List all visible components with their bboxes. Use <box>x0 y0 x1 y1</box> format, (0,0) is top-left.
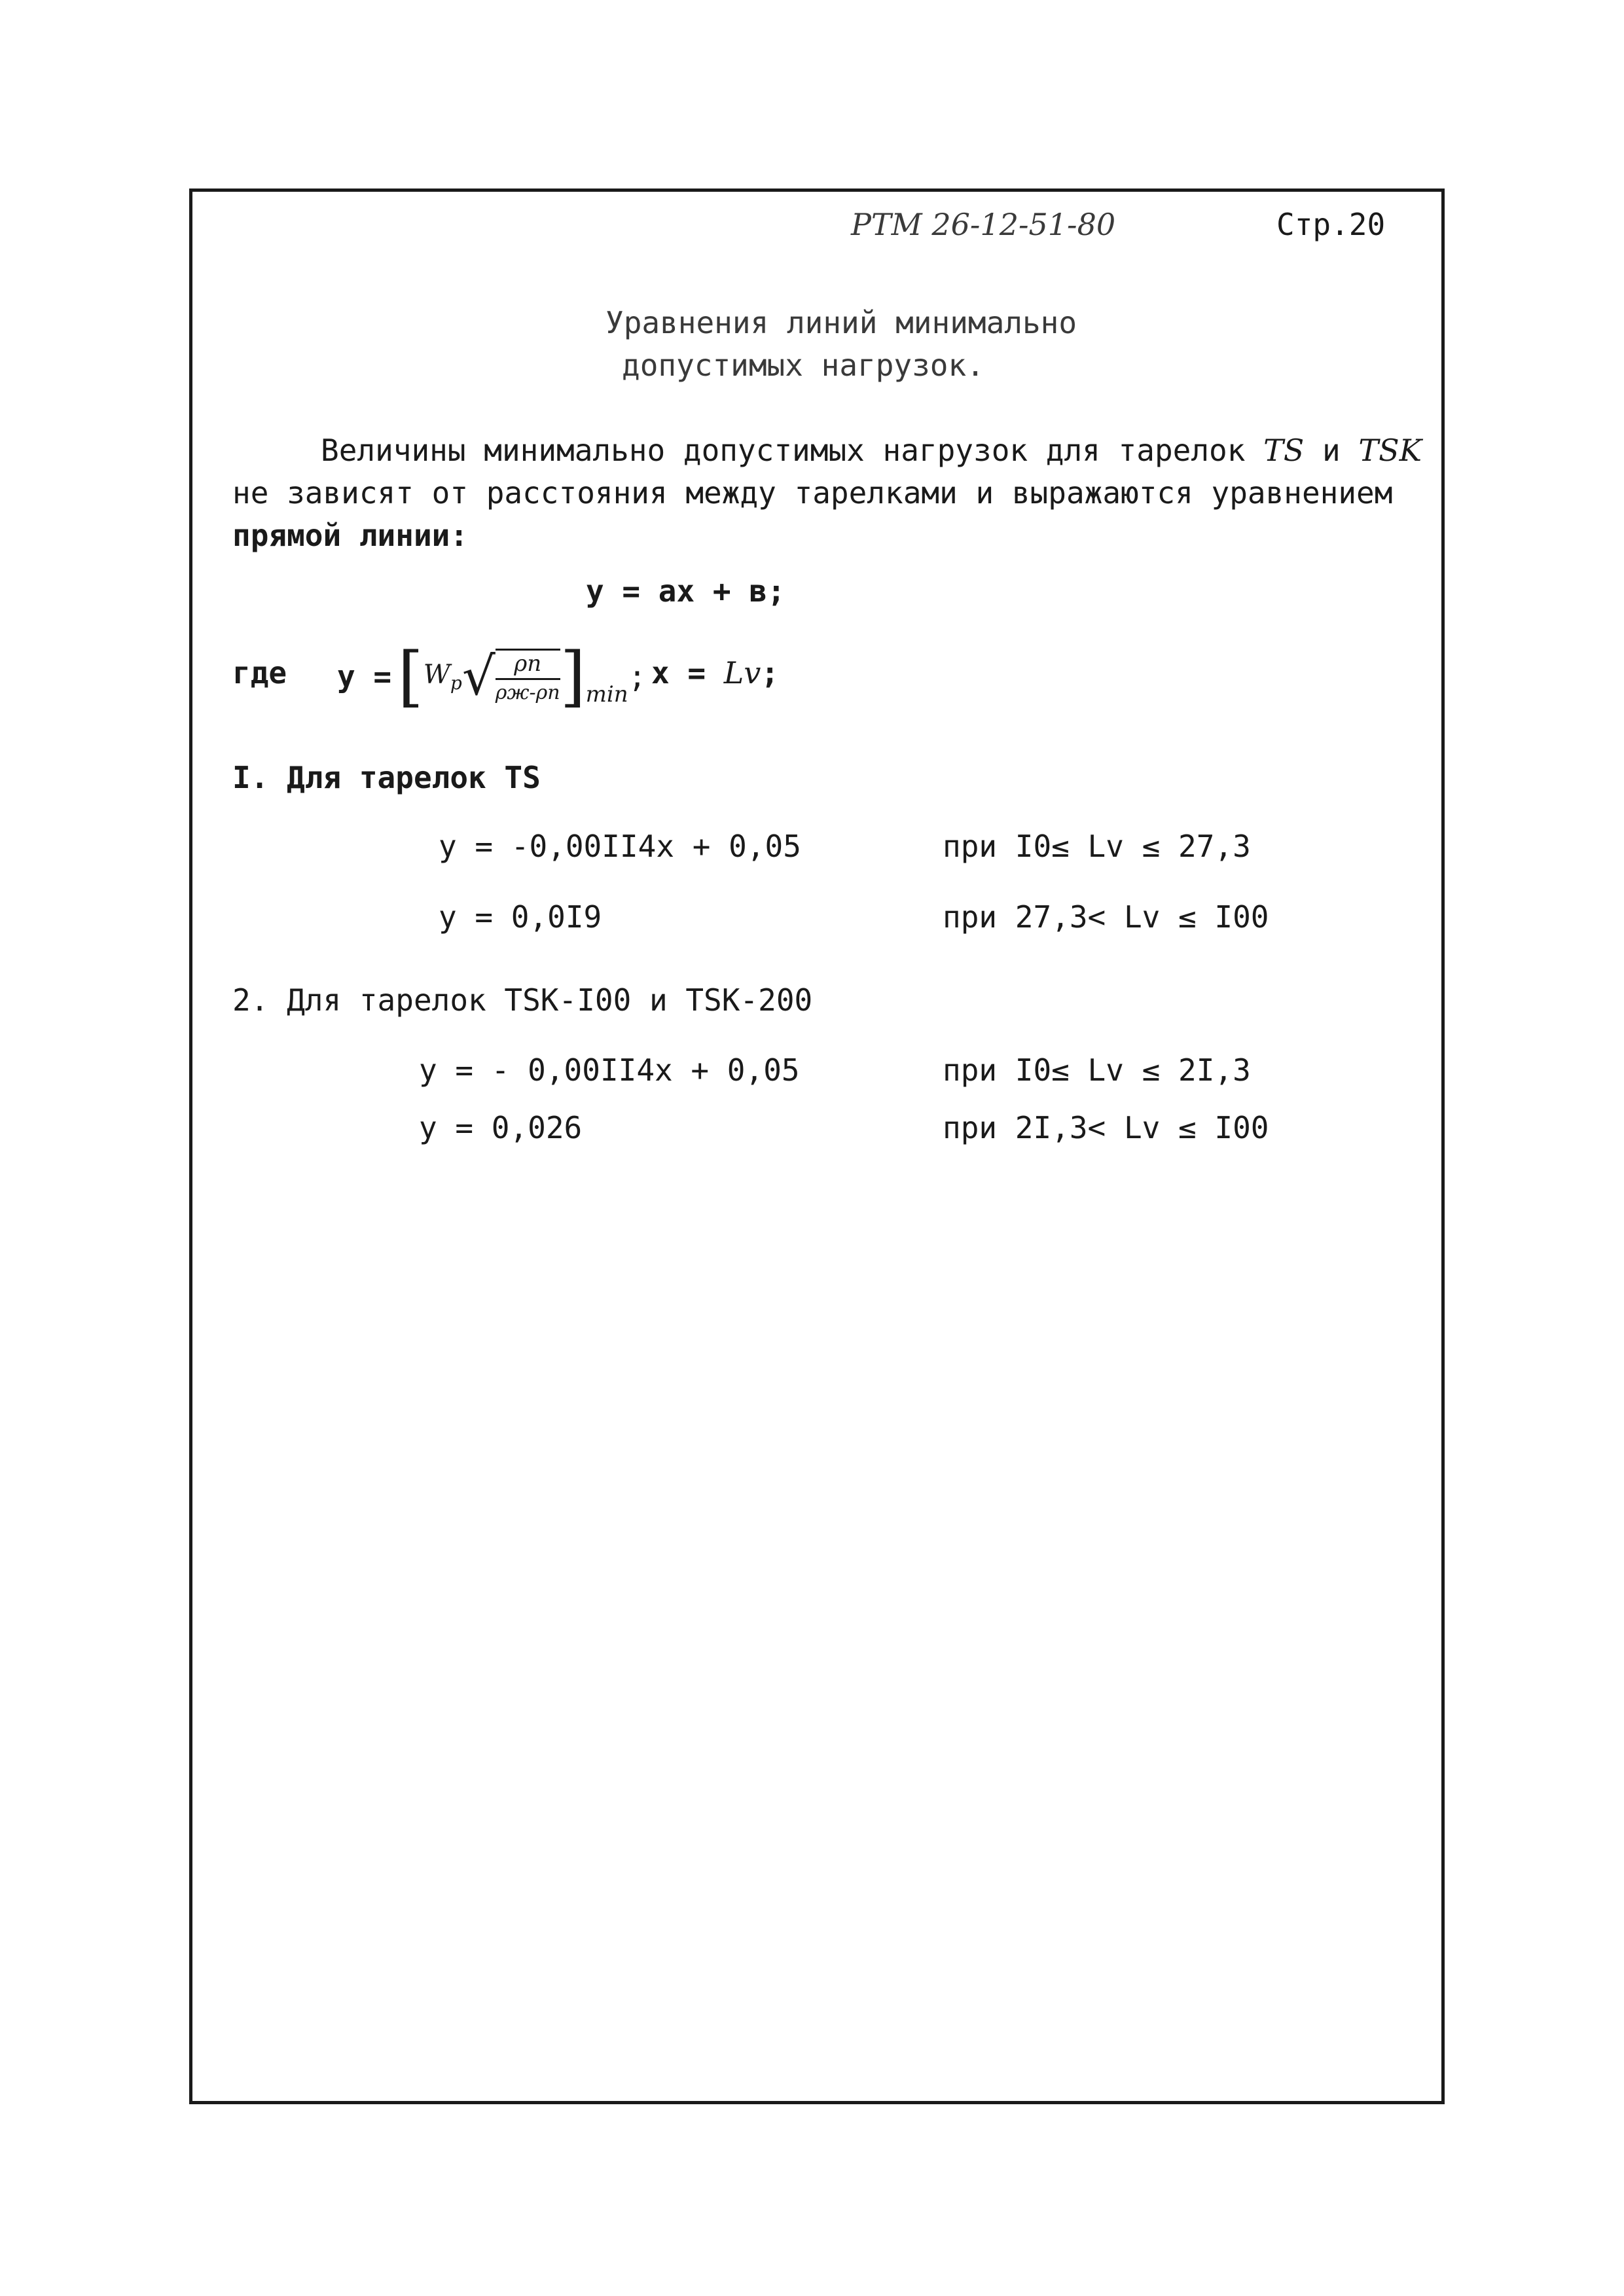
min-subscript: min <box>585 681 628 708</box>
intro-text-a: Величины минимально допустимых нагрузок для тарелок <box>321 433 1264 468</box>
right-bracket: ] <box>560 638 586 715</box>
tsk-label: TSK <box>1358 433 1422 468</box>
sqrt-sign: √ <box>461 646 496 707</box>
intro-line-2: не зависят от расстояния между тарелками и выражаются уравнением <box>232 475 1393 511</box>
section-2-row-2-eq: у = 0,026 <box>419 1110 583 1145</box>
main-equation: у = ах + в; <box>586 573 785 609</box>
where-label: где <box>232 655 287 691</box>
semicolon: ; <box>628 658 647 694</box>
fraction-denominator: ρж-ρп <box>495 681 560 704</box>
section-1-row-2-eq: у = 0,0I9 <box>439 899 602 935</box>
title-line-2: допустимых нагрузок. <box>622 348 984 383</box>
x-definition <box>651 655 780 691</box>
page-number: Стр.20 <box>1276 207 1386 242</box>
w-letter: W <box>423 659 450 690</box>
left-bracket: [ <box>397 638 424 715</box>
x-tail: ; <box>761 655 780 691</box>
ts-label: TS <box>1263 433 1305 468</box>
fraction-numerator: ρп <box>496 651 560 680</box>
y-prefix: у = <box>337 658 392 694</box>
density-fraction <box>496 649 560 704</box>
section-1-row-1-cond: при I0≤ Lv ≤ 27,3 <box>943 829 1251 864</box>
intro-line-1 <box>321 433 1422 468</box>
section-2-row-1-eq: у = - 0,00II4x + 0,05 <box>419 1052 800 1088</box>
section-1-heading: I. Для тарелок TS <box>232 760 541 795</box>
section-2-heading: 2. Для тарелок TSK-I00 и TSK-200 <box>232 982 813 1018</box>
intro-text-b: и <box>1304 433 1359 468</box>
section-1-row-1-eq: у = -0,00II4x + 0,05 <box>439 829 801 864</box>
intro-line-3: прямой линии: <box>232 518 469 553</box>
title-line-1: Уравнения линий минимально <box>605 305 1077 340</box>
x-prefix: x = <box>651 655 706 691</box>
section-2-row-2-cond: при 2I,3< Lv ≤ I00 <box>943 1110 1269 1145</box>
y-definition <box>337 638 647 715</box>
w-subscript: p <box>450 672 462 694</box>
w-symbol <box>423 659 462 694</box>
section-2-row-1-cond: при I0≤ Lv ≤ 2I,3 <box>943 1052 1251 1088</box>
lv-symbol: Lv <box>723 655 761 691</box>
section-1-row-2-cond: при 27,3< Lv ≤ I00 <box>943 899 1269 935</box>
document-code: РТМ 26-12-51-80 <box>851 207 1116 242</box>
